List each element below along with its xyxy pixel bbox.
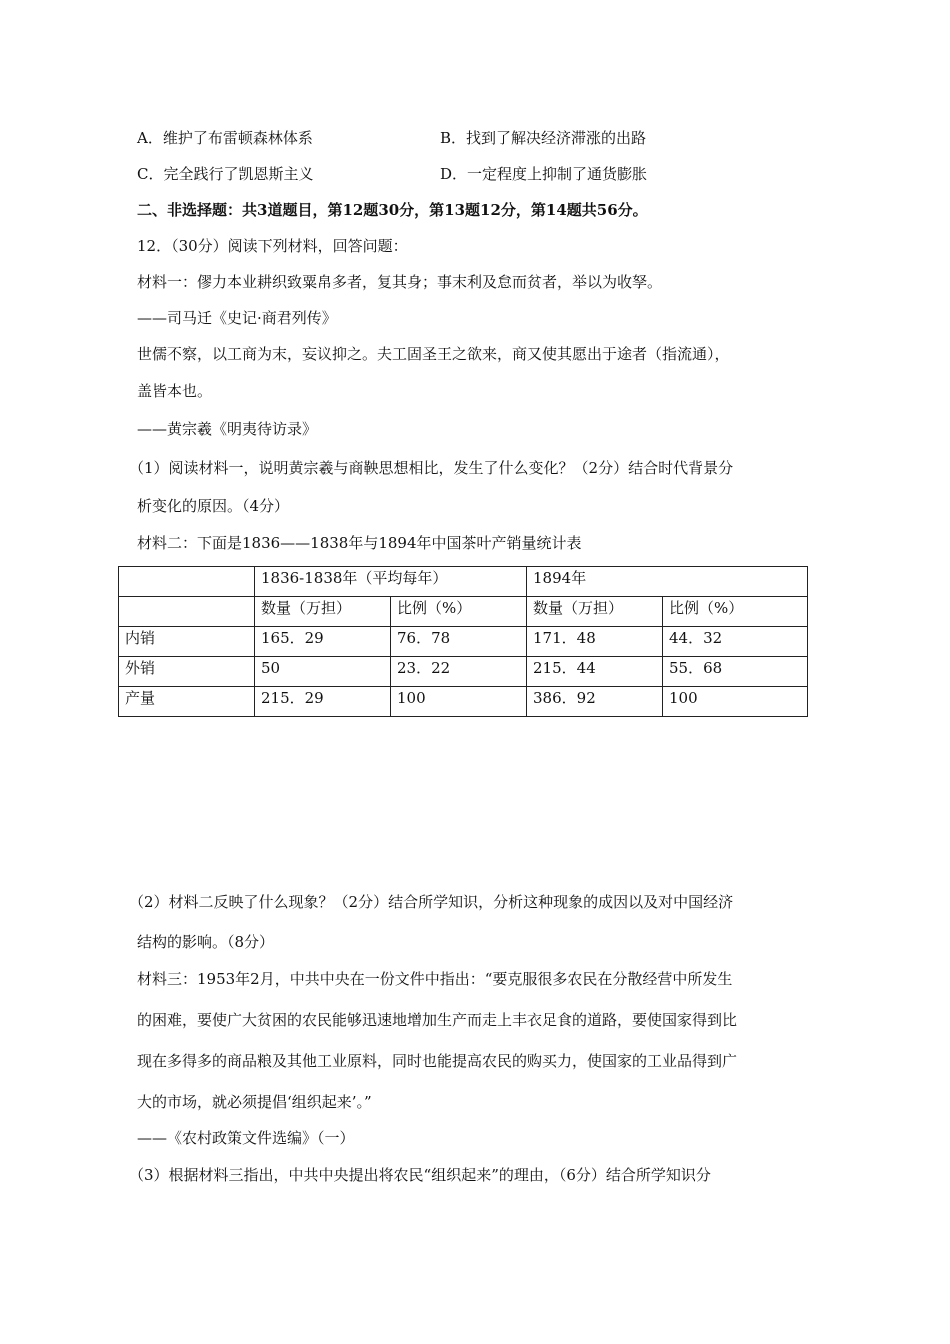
period-2-header: 1894年 <box>527 567 808 597</box>
column-quantity: 数量（万担） <box>255 597 391 627</box>
table-subheader-row <box>119 597 808 627</box>
option-b: B．找到了解决经济滞涨的出路 <box>440 129 647 147</box>
row-label: 内销 <box>119 627 255 657</box>
sub-question-1-line-2: 析变化的原因。（4分） <box>137 497 290 515</box>
material-3-line-2: 的困难，要使广大贫困的农民能够迅速地增加生产而走上丰衣足食的道路，要使国家得到比 <box>137 1011 738 1029</box>
tea-statistics-table <box>118 566 808 717</box>
table-empty-cell <box>119 597 255 627</box>
sub-question-1-line-1: （1）阅读材料一，说明黄宗羲与商鞅思想相比，发生了什么变化？（2分）结合时代背景分 <box>129 459 734 477</box>
section-heading: 二、非选择题：共3道题目，第12题30分，第13题12分，第14题共56分。 <box>137 201 648 219</box>
column-percent: 比例（%） <box>663 597 808 627</box>
sub-question-3-line-1: （3）根据材料三指出，中共中央提出将农民“组织起来”的理由，（6分）结合所学知识分 <box>129 1166 711 1184</box>
column-percent: 比例（%） <box>391 597 527 627</box>
option-c: C．完全践行了凯恩斯主义 <box>137 165 314 183</box>
sub-question-2-line-2: 结构的影响。（8分） <box>137 933 275 951</box>
column-quantity: 数量（万担） <box>527 597 663 627</box>
material-2-title: 材料二：下面是1836——1838年与1894年中国茶叶产销量统计表 <box>137 534 582 552</box>
period-1-header: 1836-1838年（平均每年） <box>255 567 527 597</box>
option-a: A．维护了布雷顿森林体系 <box>137 129 313 147</box>
table-cell: 50 <box>255 657 391 687</box>
table-row <box>119 627 808 657</box>
table-cell: 215．44 <box>527 657 663 687</box>
material-3-line-4: 大的市场，就必须提倡‘组织起来’。” <box>137 1093 372 1111</box>
quote-2-line-1: 世儒不察，以工商为末，妄议抑之。夫工固圣王之欲来，商又使其愿出于途者（指流通）， <box>137 345 730 363</box>
material-1-source: ——司马迁《史记·商君列传》 <box>137 309 337 327</box>
table-corner-cell <box>119 567 255 597</box>
table-cell: 215．29 <box>255 687 391 717</box>
question-12-intro: 12．（30分）阅读下列材料，回答问题： <box>137 237 408 255</box>
material-3-line-3: 现在多得多的商品粮及其他工业原料，同时也能提高农民的购买力，使国家的工业品得到广 <box>137 1052 738 1070</box>
table-cell: 44．32 <box>663 627 808 657</box>
quote-2-line-2: 盖皆本也。 <box>137 382 213 400</box>
table-header-row <box>119 567 808 597</box>
table-cell: 23．22 <box>391 657 527 687</box>
material-3-source: ——《农村政策文件选编》（一） <box>137 1129 355 1147</box>
option-d: D．一定程度上抑制了通货膨胀 <box>440 165 648 183</box>
table-row <box>119 687 808 717</box>
table-cell: 386．92 <box>527 687 663 717</box>
row-label: 外销 <box>119 657 255 687</box>
material-3-line-1: 材料三：1953年2月，中共中央在一份文件中指出：“要克服很多农民在分散经营中所发生 <box>137 970 733 988</box>
table-cell: 76．78 <box>391 627 527 657</box>
table-row <box>119 657 808 687</box>
sub-question-2-line-1: （2）材料二反映了什么现象？（2分）结合所学知识，分析这种现象的成因以及对中国经济 <box>129 893 734 911</box>
table-cell: 171．48 <box>527 627 663 657</box>
table-cell: 55．68 <box>663 657 808 687</box>
table-cell: 165．29 <box>255 627 391 657</box>
material-1-text: 材料一：僇力本业耕织致粟帛多者，复其身；事末利及怠而贫者，举以为收孥。 <box>137 273 663 291</box>
table-cell: 100 <box>663 687 808 717</box>
quote-2-source: ——黄宗羲《明夷待访录》 <box>137 420 318 438</box>
row-label: 产量 <box>119 687 255 717</box>
table-cell: 100 <box>391 687 527 717</box>
